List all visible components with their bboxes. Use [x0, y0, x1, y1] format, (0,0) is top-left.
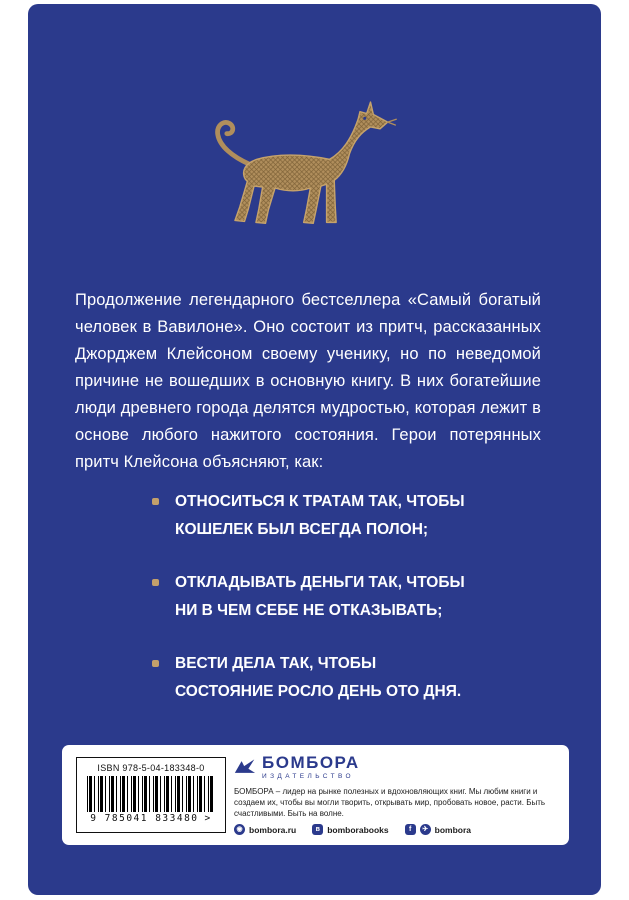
publisher-name: БОМБОРА — [262, 753, 360, 772]
bullet-marker — [152, 660, 159, 667]
bullet-list — [152, 488, 472, 731]
bullet-marker — [152, 498, 159, 505]
dragon-tongue-path — [387, 119, 396, 125]
dragon-body-path — [234, 102, 387, 223]
globe-icon: ◉ — [234, 824, 245, 835]
barcode-arrow: > — [204, 813, 212, 824]
bullet-item — [152, 569, 472, 625]
social-item-vk — [312, 824, 388, 835]
publisher-bar — [62, 745, 569, 845]
publisher-logo — [234, 754, 564, 780]
back-cover — [28, 4, 601, 895]
dragon-tail-path — [217, 122, 249, 164]
telegram-icon: ✈ — [420, 824, 431, 835]
publisher-description: БОМБОРА – лидер на рынке полезных и вдохновляющих книг. Мы любим книги и создаем их, чтобы вы могли творить, открывать мир, пробовать новое, расти. Быть счастливыми. Быть на волне. — [234, 786, 546, 819]
publisher-subtitle: ИЗДАТЕЛЬСТВО — [262, 772, 354, 780]
dragon-eye — [363, 117, 366, 120]
bullet-text: ВЕСТИ ДЕЛА ТАК, ЧТОБЫ СОСТОЯНИЕ РОСЛО ДЕНЬ ОТО ДНЯ. — [175, 655, 462, 700]
bullet-marker — [152, 579, 159, 586]
barcode-digits — [77, 813, 225, 824]
bullet-text: ОТНОСИТЬСЯ К ТРАТАМ ТАК, ЧТОБЫ КОШЕЛЕК БЫЛ ВСЕГДА ПОЛОН; — [175, 493, 465, 538]
publisher-block — [234, 754, 564, 835]
babylonian-dragon-illustration — [192, 92, 402, 242]
bird-logo-icon — [234, 758, 256, 776]
social-label: bombora.ru — [249, 824, 297, 835]
isbn-barcode-block — [76, 757, 226, 833]
isbn-label: ISBN 978-5-04-183348-0 — [97, 763, 205, 773]
social-item-bombora — [405, 824, 471, 835]
social-label: bomborabooks — [327, 824, 389, 835]
vk-icon: ʙ — [312, 824, 323, 835]
bullet-item — [152, 650, 472, 706]
publisher-logo-text — [262, 754, 360, 780]
social-row — [234, 824, 564, 835]
book-blurb: Продолжение легендарного бестселлера «Самый богатый человек в Вавилоне». Оно состоит из притч, рассказанных Джорджем Клейсоном своему ученику, но по неведомой причине не вошедших в основную книгу. В них богатейшие люди древнего города делятся мудростью, которая лежит в основе любого нажитого состояния. Герои потерянных притч Клейсона объясняют, как: — [75, 291, 541, 471]
bullet-text: ОТКЛАДЫВАТЬ ДЕНЬГИ ТАК, ЧТОБЫ НИ В ЧЕМ СЕБЕ НЕ ОТКАЗЫВАТЬ; — [175, 574, 465, 619]
bullet-item — [152, 488, 472, 544]
social-label: bombora — [434, 824, 472, 835]
social-item-site — [234, 824, 296, 835]
facebook-icon: f — [405, 824, 416, 835]
barcode — [87, 776, 215, 812]
barcode-number: 9 785041 833480 — [90, 813, 199, 824]
